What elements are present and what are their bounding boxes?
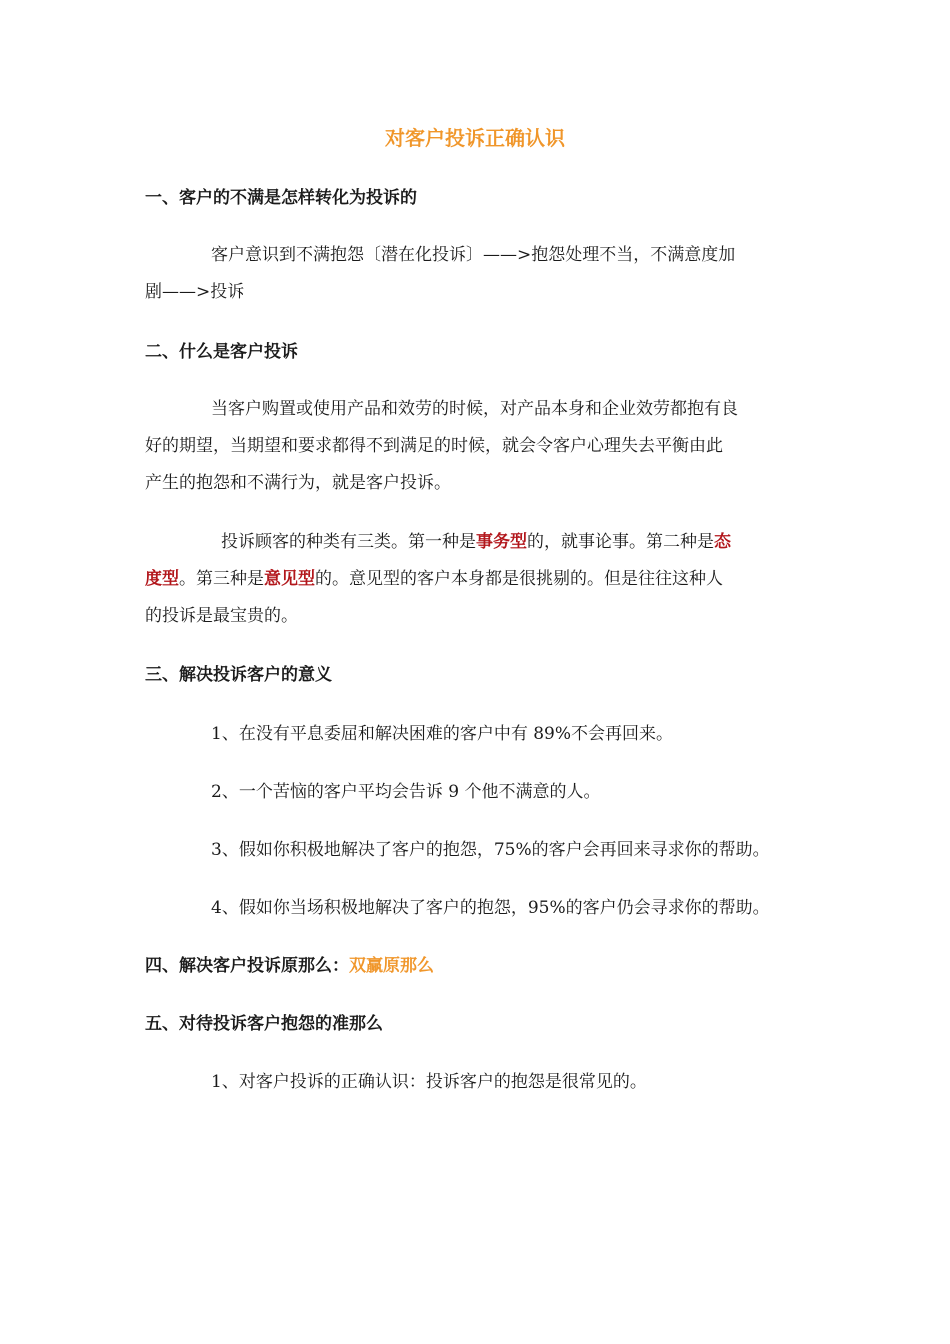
section-1-heading: 一、客户的不满是怎样转化为投诉的 xyxy=(145,188,417,208)
section-1-paragraph xyxy=(145,237,805,311)
list-item: 1、在没有平息委屈和解决困难的客户中有 89%不会再回来。 xyxy=(211,724,674,744)
section-2-heading: 二、什么是客户投诉 xyxy=(145,342,298,362)
paragraph-line: 剧——>投诉 xyxy=(145,282,245,302)
section-3-heading: 三、解决投诉客户的意义 xyxy=(145,665,332,685)
list-item: 4、假如你当场积极地解决了客户的抱怨，95%的客户仍会寻求你的帮助。 xyxy=(211,898,770,918)
paragraph-line xyxy=(145,524,805,561)
paragraph-line: 客户意识到不满抱怨〔潜在化投诉〕——>抱怨处理不当，不满意度加 xyxy=(211,245,736,265)
win-win-highlight: 双赢原那么 xyxy=(349,956,434,976)
heading-text: 四、解决客户投诉原那么： xyxy=(145,956,349,976)
type-attitude-highlight-part2: 度型 xyxy=(145,569,179,589)
text-span: 投诉顾客的种类有三类。第一种是 xyxy=(221,532,476,552)
type-opinion-highlight: 意见型 xyxy=(264,569,315,589)
text-span: 。第三种是 xyxy=(179,569,264,589)
list-item: 2、一个苦恼的客户平均会告诉 9 个他不满意的人。 xyxy=(211,782,601,802)
list-item: 3、假如你积极地解决了客户的抱怨，75%的客户会再回来寻求你的帮助。 xyxy=(211,840,770,860)
paragraph-line: 产生的抱怨和不满行为，就是客户投诉。 xyxy=(145,473,451,493)
paragraph-line: 的投诉是最宝贵的。 xyxy=(145,606,298,626)
document-title: 对客户投诉正确认识 xyxy=(385,126,565,150)
type-affair-highlight: 事务型 xyxy=(476,532,527,552)
list-item: 1、对客户投诉的正确认识：投诉客户的抱怨是很常见的。 xyxy=(211,1072,647,1092)
paragraph-line: 好的期望，当期望和要求都得不到满足的时候，就会令客户心理失去平衡由此 xyxy=(145,436,723,456)
section-2-paragraph xyxy=(145,391,805,502)
section-5-heading: 五、对待投诉客户抱怨的准那么 xyxy=(145,1014,383,1034)
section-4-heading xyxy=(145,953,434,979)
type-attitude-highlight-part1: 态 xyxy=(714,532,731,552)
paragraph-line xyxy=(145,561,805,598)
complaint-types-paragraph xyxy=(145,524,805,635)
text-span: 的，就事论事。第二种是 xyxy=(527,532,714,552)
paragraph-line: 当客户购置或使用产品和效劳的时候，对产品本身和企业效劳都抱有良 xyxy=(211,399,738,419)
text-span: 的。意见型的客户本身都是很挑剔的。但是往往这种人 xyxy=(315,569,723,589)
